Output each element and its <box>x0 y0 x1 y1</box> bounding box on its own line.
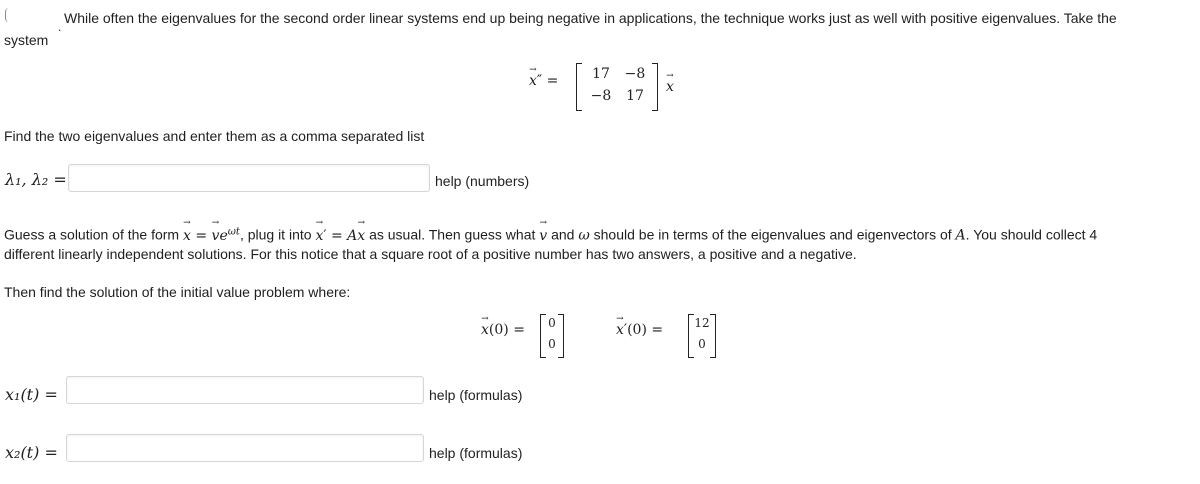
help-numbers-link[interactable]: help (numbers) <box>435 173 530 189</box>
x1-label: x₁(t) = <box>5 385 58 404</box>
x2-input[interactable] <box>66 434 424 462</box>
guess-text-d: and <box>551 226 575 243</box>
matrix-a11: 17 <box>592 66 610 82</box>
x1-input[interactable] <box>66 376 424 404</box>
system-lhs: x → ″ = <box>529 65 559 89</box>
intro-line-1: While often the eigenvalues for the second order linear systems end up being negative in applications, the technique works just as well with positive eigenvalues. Take the <box>64 10 1117 26</box>
x0-label: x → (0) = <box>481 314 525 338</box>
xp0-label: x → ′(0) = <box>616 314 664 338</box>
guess-v-math: v → <box>539 217 548 244</box>
xp0-entry-2: 0 <box>698 337 706 351</box>
help-formulas-link-1[interactable]: help (formulas) <box>429 387 523 403</box>
x0-entry-2: 0 <box>548 337 556 351</box>
guess-line-2: different linearly independent solutions. For this notice that a square root of a positive number has two answers, a positive and a negative. <box>4 246 857 262</box>
eigen-prompt: Find the two eigenvalues and enter them as a comma separated list <box>4 128 425 144</box>
guess-text-a: Guess a solution of the form <box>4 226 180 243</box>
matrix-a21: −8 <box>590 88 612 104</box>
xp0-vector <box>688 314 716 358</box>
matrix-a22: 17 <box>626 88 644 104</box>
intro-line-2: system <box>4 32 49 48</box>
xp0-entry-1: 12 <box>694 316 710 330</box>
guess-A-math: A <box>955 227 966 244</box>
x2-label: x₂(t) = <box>5 443 58 462</box>
guess-form-math: x → = v → $e^{\omega t}$ <box>182 217 240 244</box>
cropped-dot: . <box>58 20 62 34</box>
eigenvalues-input[interactable] <box>68 164 430 192</box>
matrix-a12: −8 <box>624 66 646 82</box>
system-rhs: x → <box>666 71 674 95</box>
guess-line-1 <box>4 217 1098 246</box>
eigen-label: λ₁, λ₂ = <box>5 170 67 189</box>
guess-text-c: as usual. Then guess what <box>369 226 536 243</box>
guess-text-f: . You should collect 4 <box>965 226 1098 243</box>
guess-text-e: should be in terms of the eigenvalues and eigenvectors of <box>593 226 952 243</box>
x0-vector <box>540 314 564 358</box>
x0-entry-1: 0 <box>548 316 556 330</box>
help-formulas-link-2[interactable]: help (formulas) <box>429 445 523 461</box>
guess-text-b: , plug it into <box>239 226 312 243</box>
ivp-prompt: Then find the solution of the initial value problem where: <box>4 284 351 300</box>
cropped-glyph <box>5 8 10 22</box>
system-matrix <box>576 63 658 111</box>
guess-ode-math: x → ′ = Ax → <box>315 217 366 244</box>
guess-omega-math: ω <box>578 227 590 244</box>
